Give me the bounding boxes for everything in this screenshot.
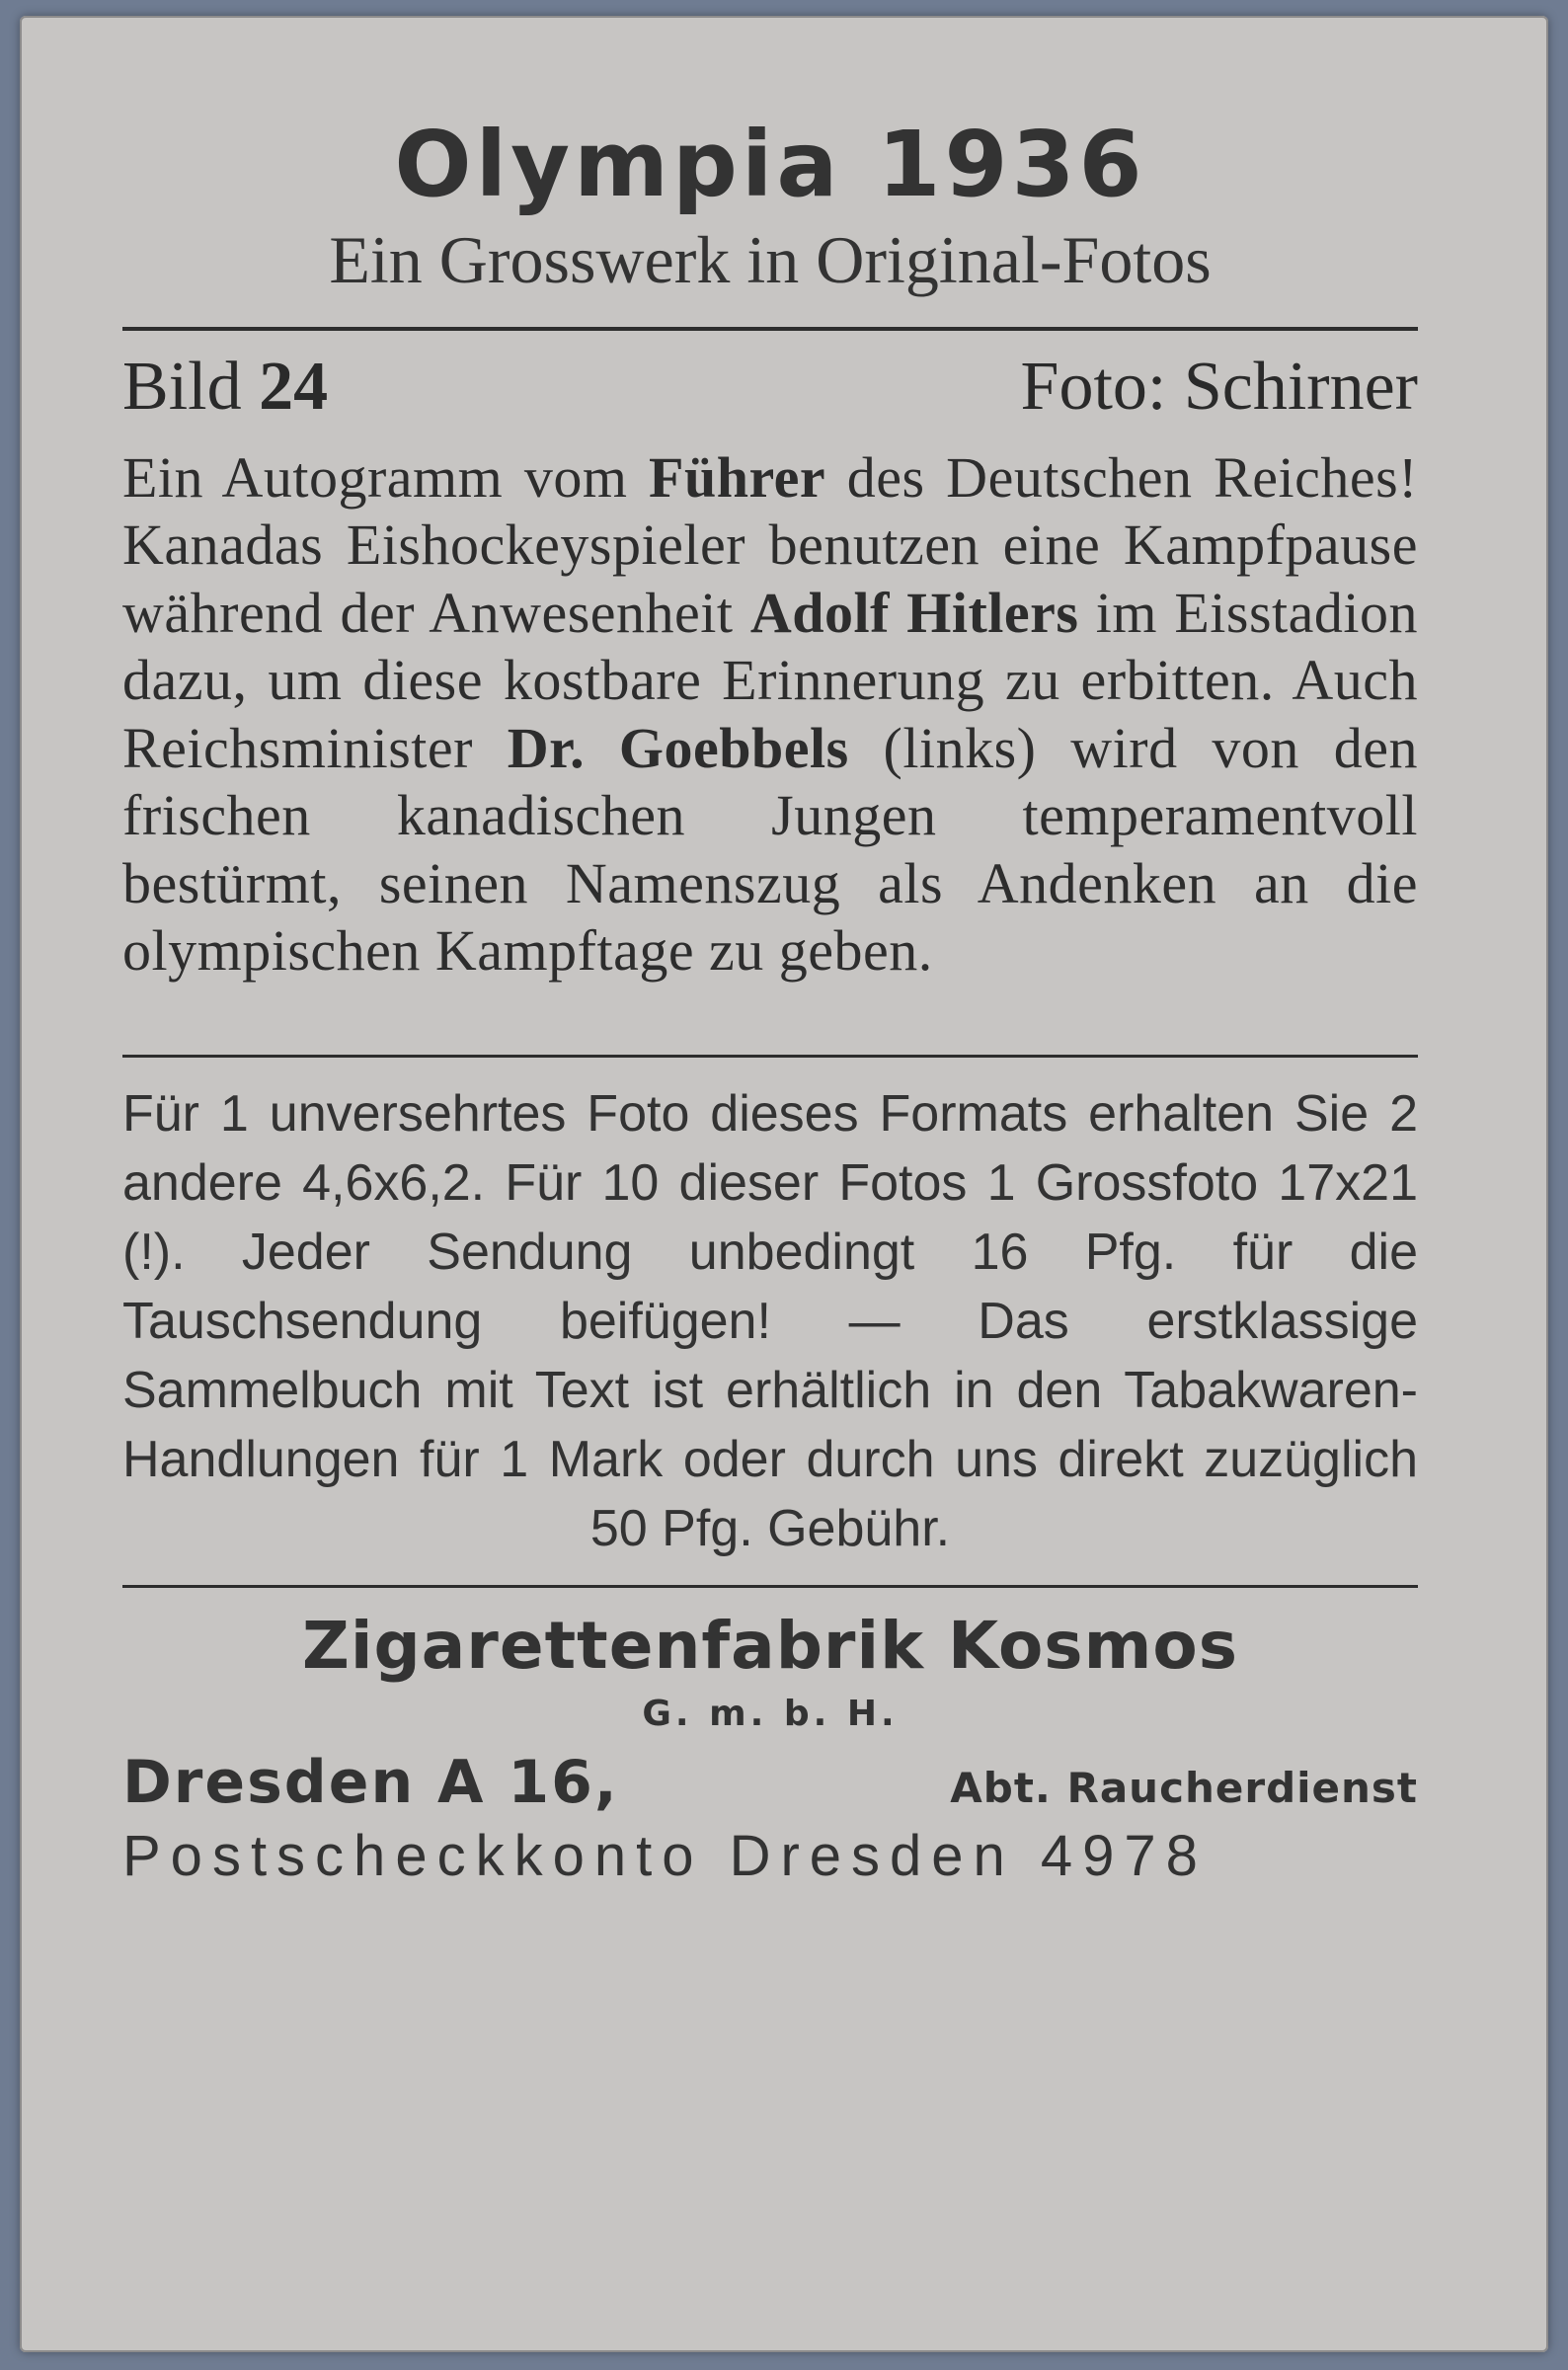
company-address (122, 1748, 1418, 1817)
picture-number-value: 24 (259, 348, 329, 425)
divider-middle (122, 1055, 1418, 1058)
divider-top (122, 327, 1418, 331)
divider-bottom (122, 1585, 1418, 1588)
cigarette-card-back (20, 16, 1548, 2352)
card-subtitle: Ein Grosswerk in Original-Fotos (329, 222, 1212, 298)
card-title: Olympia 1936 (394, 112, 1146, 217)
photo-credit: Foto: Schirner (1020, 348, 1418, 425)
picture-number (122, 349, 328, 425)
exchange-notice: Für 1 unversehrtes Foto dieses Formats erhalten Sie 2 andere 4,6x6,2. Für 10 dieser Fotos 1 Grossfoto 17x21 (!). Jeder Sendung unbedingt 16 Pfg. für die Tauschsendung beifügen! — Das erstklassige Sammelbuch mit Text ist erhältlich in den Tabakwaren-Handlungen für 1 Mark oder durch uns direkt zuzüglich 50 Pfg. Gebühr. (122, 1084, 1418, 1557)
postal-account: Postscheckkonto Dresden 4978 (122, 1823, 1208, 1888)
description-bold: Dr. Goebbels (507, 715, 849, 780)
description-text (122, 444, 1418, 986)
company-legal-form: G. m. b. H. (642, 1693, 899, 1734)
picture-info-row (122, 349, 1418, 425)
description-bold: Adolf Hitlers (749, 580, 1079, 645)
description-bold: Führer (649, 444, 826, 510)
description-part: Ein Autogramm vom (122, 444, 650, 510)
picture-label: Bild (122, 348, 242, 425)
card-content (122, 112, 1418, 1889)
company-name: Zigarettenfabrik Kosmos (302, 1607, 1238, 1684)
description-part: im Eisstadion dazu, um diese kostbare Erinnerung zu erbitten. Auch Reichsminister (122, 580, 1418, 780)
description-part: des Deutschen Reiches! Kanadas Eishockeyspieler benutzen eine Kampfpause während der Anwesenheit (122, 444, 1418, 645)
description-part: (links) wird von den frischen kanadischen Jungen temperamentvoll bestürmt, seinen Namenszug als Andenken an die olympischen Kampftage zu geben. (122, 715, 1418, 984)
company-city: Dresden A 16, (122, 1747, 619, 1817)
company-department: Abt. Raucherdienst (950, 1763, 1418, 1812)
